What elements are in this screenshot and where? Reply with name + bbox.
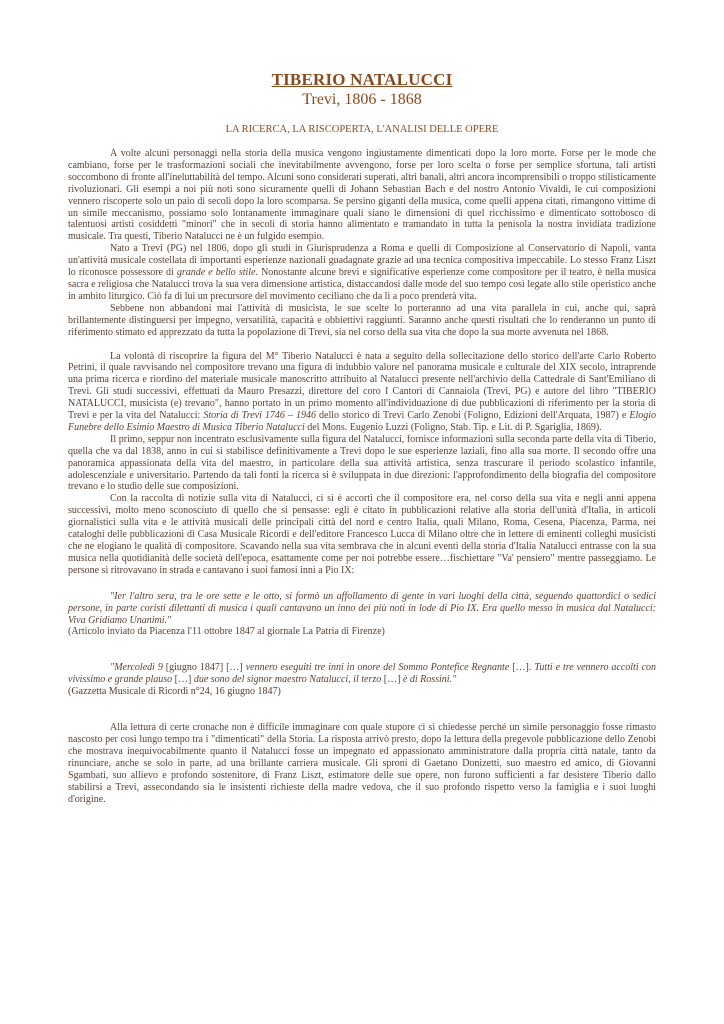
paragraph-1: A volte alcuni personaggi nella storia della musica vengono ingiustamente dimenticati dopo la loro morte. Forse per le mode che cambiano, forse per le trasformazioni sociali che inevitabilmente avvengono, forse per loro scelta o forse per semplice sfortuna, tali artisti soccombono di fronte all'ineluttabilità del tempo. Alcuni sono considerati superati, altri banali, altri ancora incomprensibili o troppo stilisticamente rivoluzionari. Gli esempi a noi più noti sono sicuramente quelli di Johann Sebastian Bach e del nostro Antonio Vivaldi, le cui composizioni vennero riscoperte solo un paio di secoli dopo la loro scomparsa. Se persino giganti della musica, come quelli appena citati, rimangono vittime di un simile meccanismo, possiamo solo lontanamente immaginare quali siano le dimensioni di quel ricchissimo e dimenticato sottobosco di talentuosi artisti cosiddetti "minori" che in secoli di storia hanno alimentato e tramandato in tutta la penisola la nostra invidiata tradizione musicale. Tra questi, Tiberio Natalucci ne è un fulgido esempio. xyxy=(68,148,656,243)
paragraph-2-emphasis: grande e bello stile xyxy=(176,267,256,279)
quote-2-phrase-1: vennero eseguiti tre inni in onore del Sommo Pontefice Regnante xyxy=(245,662,510,674)
quote-1-source: (Articolo inviato da Piacenza l'11 ottobre 1847 al giornale La Patria di Firenze) xyxy=(68,626,385,638)
quote-1-text: "Ier l'altro sera, tra le ore sette e le otto, si formò un affollamento di gente in vari luoghi della città, seguendo quattordici o sedici persone, in parte coristi dilettanti di musica i quali cantavano un inno dei più noti in lode di Pio IX. Era quello messo in musica dal Natalucci: Viva Gridiamo Unanimi." xyxy=(68,590,656,626)
quote-2-bracket-3: […] xyxy=(172,674,194,686)
paragraph-4-text-b: dello storico di Trevi Carlo Zenobi (Foligno, Edizioni dell'Arquata, 1987) e xyxy=(316,410,630,422)
section-heading: LA RICERCA, LA RISCOPERTA, L'ANALISI DELLE OPERE xyxy=(225,124,499,135)
quote-2-bracket-1: [giugno 1847] […] xyxy=(162,662,246,674)
paragraph-5: Il primo, seppur non incentrato esclusivamente sulla figura del Natalucci, fornisce informazioni sulla seconda parte della vita di Tiberio, quella che va dal 1838, anno in cui si stabilisce definitivamente a Trevi dopo le sue esperienze laziali, fino alla sua morte. Il secondo offre una panoramica appassionata della vita del maestro, in particolare della sua attività artistica, senza trascurare il periodo scolastico infantile, adolescenziale e universitario. Partendo da tali fonti la ricerca si è sviluppata in due direzioni: l'approfondimento della biografia del compositore trevano e lo studio delle sue composizioni. xyxy=(68,433,656,493)
paragraph-4 xyxy=(68,351,656,434)
quote-2-bracket-4: […] xyxy=(381,674,403,686)
body-text xyxy=(68,148,656,805)
paragraph-4-book-title-1: Storia di Trevi 1746 – 1946 xyxy=(203,410,317,422)
document-title: TIBERIO NATALUCCI xyxy=(271,70,453,89)
paragraph-2 xyxy=(68,243,656,303)
paragraph-2-text-b: . Nonostante alcune brevi e significative esperienze come compositore per il teatro, è nella musica sacra e religiosa che Natalucci trova la sua vera dimensione artistica, distaccandosi dalle mode del suo tempo così legate allo stile operistico anche in ambito liturgico. Ciò fa di lui un precursore del movimento ceciliano che da lì a poco prenderà vita. xyxy=(68,267,656,302)
quote-2-phrase-2: Tutti e tre vennero accolti con vivissimo e grande plauso xyxy=(68,662,656,686)
quote-2-phrase-3: due sono del signor maestro Natalucci, il terzo xyxy=(193,674,382,686)
quote-2-phrase-4: è di Rossini." xyxy=(402,674,457,686)
document-subtitle: Trevi, 1806 - 1868 xyxy=(302,91,422,108)
quote-1 xyxy=(68,591,656,639)
paragraph-6: Con la raccolta di notizie sulla vita di Natalucci, ci si è accorti che il compositore era, nel corso della sua vita e negli anni appena successivi, molto meno sconosciuto di quello che si pensasse: egli è citato in pubblicazioni relative alla storia dell'unità d'Italia, in articoli giornalistici sulla vita e le attività musicali delle principali città del nord e centro Italia, quali Milano, Roma, Cesena, Piacenza, Parma, nei cataloghi delle pubblicazioni di Casa Musicale Ricordi e dell'editore Francesco Lucca di Milano oltre che in lettere di eminenti colleghi musicisti che ne elogiano le qualità di compositore. Scavando nella sua vita sembrava che in alcuni eventi della storia d'Italia Natalucci entrasse con la sua musica nella quotidianità delle società dell'epoca, esattamente come per noi potrebbe essere…fischiettare "Va' pensiero" mentre passeggiamo. Le persone si ritrovavano in strada e cantavano i suoi famosi inni a Pio IX: xyxy=(68,493,656,576)
quote-2 xyxy=(68,662,656,698)
paragraph-3: Sebbene non abbandoni mai l'attività di musicista, le sue scelte lo porteranno ad una vita parallela in cui, anche qui, saprà brillantemente distinguersi per impegno, versatilità, capacità e obbiettivi raggiunti. Saranno anche questi risultati che lo renderanno un punto di riferimento stimato ed apprezzato da tutta la popolazione di Trevi, sia nel corso della sua vita che dopo la sua morte avvenuta nel 1868. xyxy=(68,302,656,338)
paragraph-4-text-c: del Mons. Eugenio Luzzi (Foligno, Stab. Tip. e Lit. di P. Sgariglia, 1869). xyxy=(304,421,602,433)
quote-2-source: (Gazzetta Musicale di Ricordi n°24, 16 giugno 1847) xyxy=(68,686,281,698)
paragraph-4-book-title-2: Elogio Funebre dello Esimio Maestro di Musica Tiberio Natalucci xyxy=(68,410,657,433)
paragraph-4-text-a: La volontà di riscoprire la figura del M° Tiberio Natalucci è nata a seguito della sollecitazione dello storico dell'arte Carlo Roberto Petrini, il quale ravvisando nel compositore trevano una figura di indubbio valore nel panorama musicale e culturale del XIX secolo, intraprende una prima ricerca e riordino del materiale musicale manoscritto attribuito al Natalucci presente nell'archivio della Cattedrale di Sant'Emiliano di Trevi. Gli studi successivi, effettuati da Mauro Presazzi, direttore del coro I Cantori di Cannaiola (Trevi, PG) e autore del libro "TIBERIO NATALUCCI, musicista (e) trevano", hanno portato in un primo momento all'individuazione di due pubblicazioni di riferimento per la storia di Trevi e per la vita del Natalucci: xyxy=(68,350,656,422)
paragraph-2-text-a: Nato a Trevi (PG) nel 1806, dopo gli studi in Giurisprudenza a Roma e quelli di Composizione al Conservatorio di Napoli, vanta un'attività musicale costellata di importanti esperienze nazionali guadagnate grazie ad una tecnica compositiva impeccabile. Lo stesso Franz Liszt lo riconosce possessore di xyxy=(68,243,656,279)
quote-2-date: "Mercoledì 9 xyxy=(110,662,163,674)
paragraph-7: Alla lettura di certe cronache non è difficile immaginare con quale stupore ci si chiedesse perché un simile personaggio fosse rimasto nascosto per così lungo tempo tra i "dimenticati" della Storia. La risposta arrivò presto, dopo la lettura della pregevole pubblicazione dello Zenobi che mostrava inequivocabilmente quanto il Natalucci fosse un impegnato ed appassionato amministratore dalla propria città natale, tanto da rinunciare, anche se solo in parte, ad una brillante carriera musicale. Gli sproni di Gaetano Donizetti, suo maestro ed amico, di Giovanni Sgambati, suo allievo e profondo sostenitore, di Franz Liszt, estimatore delle sue opere, non furono sufficienti a far desistere Tiberio dallo stabilirsi a Trevi, assecondando sia le insistenti richieste della madre vedova, che il suo profondo rispetto verso la famiglia e i suoi luoghi d'origine. xyxy=(68,722,656,805)
quote-2-bracket-2: […]. xyxy=(509,662,535,674)
quote-2-text xyxy=(68,662,656,686)
